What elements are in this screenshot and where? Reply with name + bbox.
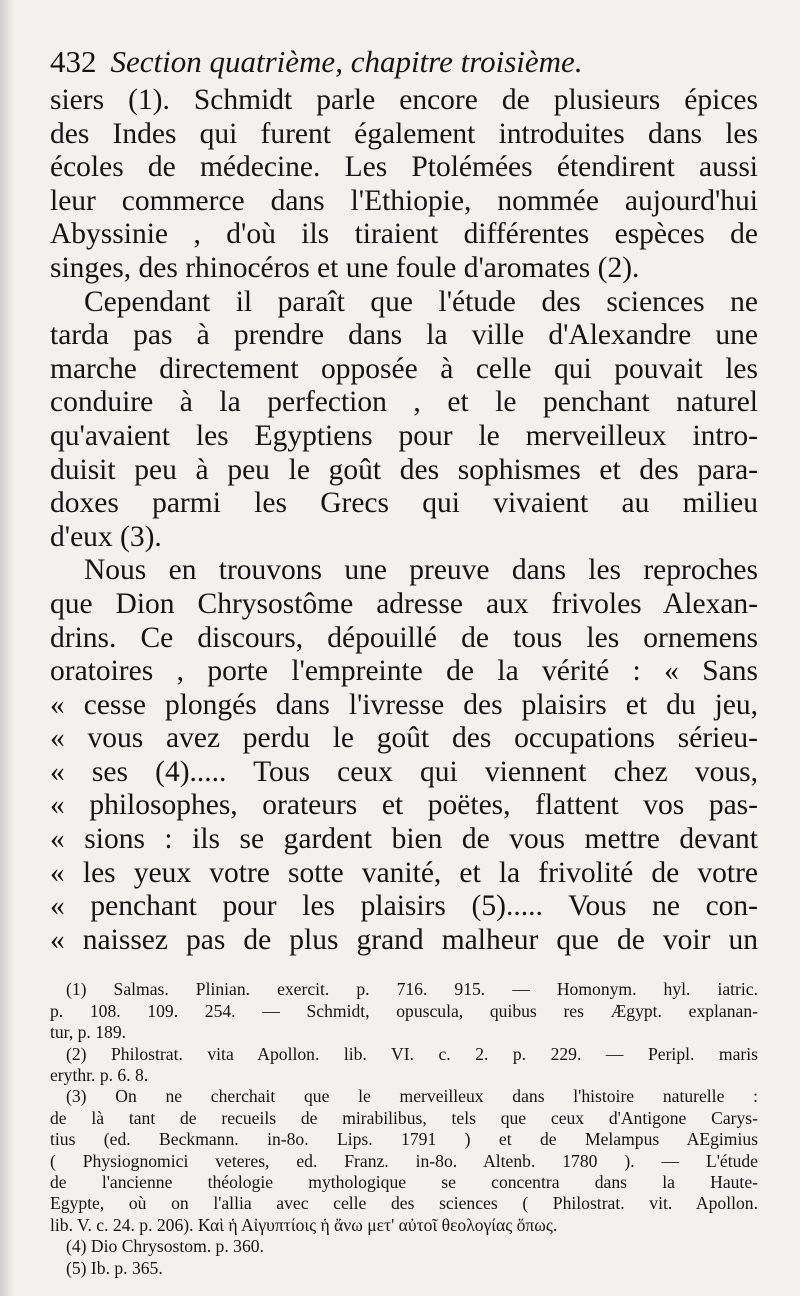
text-line: doxes parmi les Grecs qui vivaient au milieu <box>50 487 758 520</box>
text-line: Abyssinie , d'où ils tiraient différentes espèces de <box>50 218 758 251</box>
footnote-line: (3) On ne cherchait que le merveilleux dans l'histoire naturelle : <box>66 1086 758 1107</box>
text-line: d'eux (3). <box>50 520 162 553</box>
text-line: Nous en trouvons une preuve dans les reproches <box>84 554 758 587</box>
text-line: duisit peu à peu le goût des sophismes et des para- <box>50 453 758 486</box>
text-line: des Indes qui furent également introduites dans les <box>50 117 758 150</box>
text-line: « les yeux votre sotte vanité, et la frivolité de votre <box>50 856 758 889</box>
footnotes <box>50 979 758 1278</box>
text-line: « naissez pas de plus grand malheur que de voir un <box>50 923 758 956</box>
text-line: leur commerce dans l'Ethiopie, nommée aujourd'hui <box>50 184 758 217</box>
text-line: Cependant il paraît que l'étude des sciences ne <box>84 285 758 318</box>
footnote-line: de là tant de recueils de mirabilibus, tels que ceux d'Antigone Carys- <box>50 1107 758 1128</box>
footnote-line: (2) Philostrat. vita Apollon. lib. VI. c. 2. p. 229. — Peripl. maris <box>66 1043 758 1064</box>
text-line: « penchant pour les plaisirs (5)..... Vous ne con- <box>50 890 758 923</box>
text-line: « vous avez perdu le goût des occupations sérieu- <box>50 722 758 755</box>
page-number: 432 <box>50 44 97 79</box>
text-line: marche directement opposée à celle qui pouvait les <box>50 352 758 385</box>
text-line: écoles de médecine. Les Ptolémées étendirent aussi <box>50 151 758 184</box>
text-line: que Dion Chrysostôme adresse aux frivoles Alexan- <box>50 587 758 620</box>
footnote-line: de l'ancienne théologie mythologique se concentra dans la Haute- <box>50 1171 758 1192</box>
text-line: « philosophes, orateurs et poëtes, flattent vos pas- <box>50 789 758 822</box>
text-line: singes, des rhinocéros et une foule d'aromates (2). <box>50 251 640 284</box>
page-gutter-shadow <box>0 0 14 1296</box>
text-line: « ses (4)..... Tous ceux qui viennent chez vous, <box>50 755 758 788</box>
footnote-line: erythr. p. 6. 8. <box>50 1065 149 1085</box>
text-line: « sions : ils se gardent bien de vous mettre devant <box>50 823 758 856</box>
footnote-line: tius (ed. Beckmann. in-8o. Lips. 1791 ) et de Melampus AEgimius <box>50 1129 758 1150</box>
text-line: conduire à la perfection , et le penchant naturel <box>50 386 758 419</box>
running-header <box>50 40 758 84</box>
footnote-line: p. 108. 109. 254. — Schmidt, opuscula, quibus res Ægypt. explanan- <box>50 1000 758 1021</box>
text-line: tarda pas à prendre dans la ville d'Alexandre une <box>50 319 758 352</box>
footnote-line: tur, p. 189. <box>50 1022 127 1043</box>
footnote-line: (4) Dio Chrysostom. p. 360. <box>66 1236 264 1257</box>
footnote-line: (1) Salmas. Plinian. exercit. p. 716. 915. — Homonym. hyl. iatric. <box>66 979 758 1000</box>
text-line: qu'avaient les Egyptiens pour le merveilleux intro- <box>50 419 758 452</box>
footnote-line: Egypte, où on l'allia avec celle des sciences ( Philostrat. vit. Apollon. <box>50 1193 758 1214</box>
running-title: Section quatrième, chapitre troisième. <box>110 44 583 79</box>
main-text <box>50 84 758 957</box>
text-line: siers (1). Schmidt parle encore de plusieurs épices <box>50 84 758 116</box>
text-line: drins. Ce discours, dépouillé de tous les ornemens <box>50 621 758 654</box>
footnote-line: lib. V. c. 24. p. 206). Καὶ ἡ Αἰγυπτίοις ἡ ἄνω μετ' αὐτοῖ θεολογίας ὅπως. <box>50 1214 558 1235</box>
text-line: « cesse plongés dans l'ivresse des plaisirs et du jeu, <box>50 688 758 721</box>
text-line: oratoires , porte l'empreinte de la vérité : « Sans <box>50 655 758 688</box>
footnote-line: ( Physiognomici veteres, ed. Franz. in-8o. Altenb. 1780 ). — L'étude <box>50 1150 758 1171</box>
footnote-line: (5) Ib. p. 365. <box>66 1257 163 1278</box>
